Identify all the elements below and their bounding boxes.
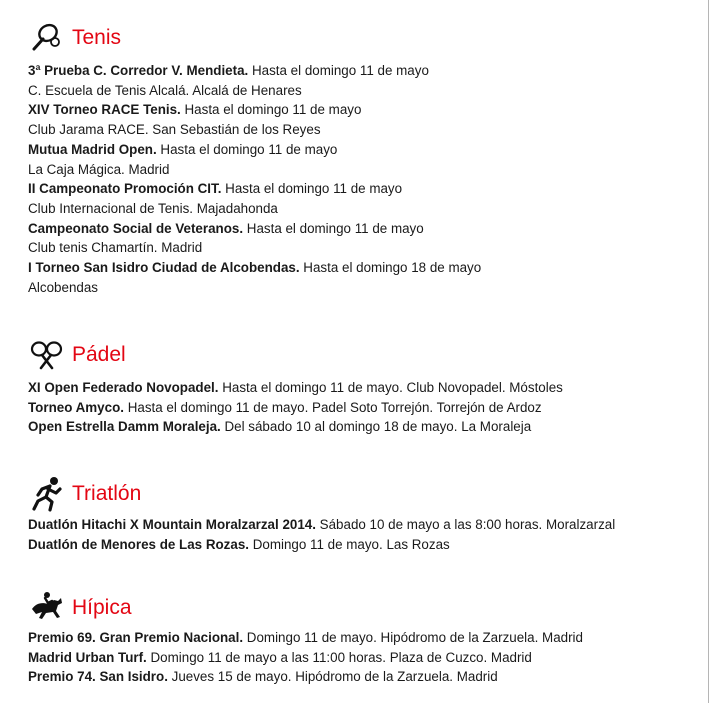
event-line <box>28 515 688 535</box>
event-name: II Campeonato Promoción CIT. <box>28 181 222 197</box>
event-name: Duatlón de Menores de Las Rozas. <box>28 536 249 552</box>
event-name: Premio 74. San Isidro. <box>28 669 168 685</box>
event-detail: Hasta el domingo 11 de mayo <box>180 102 362 118</box>
event-detail: Sábado 10 de mayo a las 8:00 horas. Moralzarzal <box>315 517 616 532</box>
event-detail: Hasta el domingo 11 de mayo. Club Novopadel. Móstoles <box>218 380 563 395</box>
page-right-border <box>708 0 709 703</box>
event-name: XI Open Federado Novopadel. <box>28 380 219 395</box>
event-detail: Hasta el domingo 11 de mayo. Padel Soto Torrejón. Torrejón de Ardoz <box>123 399 542 415</box>
section-tenis <box>28 18 688 297</box>
section-header <box>28 474 688 514</box>
event-line <box>28 179 688 199</box>
event-detail: Jueves 15 de mayo. Hipódromo de la Zarzuela. Madrid <box>167 669 498 685</box>
event-name: Torneo Amyco. <box>28 399 124 415</box>
event-name: Mutua Madrid Open. <box>28 141 157 157</box>
event-venue: Alcobendas <box>28 279 98 295</box>
event-name: Open Estrella Damm Moraleja. <box>28 419 221 435</box>
event-detail: Hasta el domingo 11 de mayo <box>248 63 429 78</box>
event-detail: Domingo 11 de mayo. Las Rozas <box>249 536 450 552</box>
section-header <box>28 588 688 628</box>
event-line <box>28 417 688 437</box>
section-title: Pádel <box>72 343 126 366</box>
section-triatlon <box>28 474 688 554</box>
event-line <box>28 219 688 239</box>
section-title: Tenis <box>72 26 122 49</box>
tennis-racket-icon <box>28 19 66 57</box>
event-line <box>28 628 688 648</box>
event-venue: La Caja Mágica. Madrid <box>28 161 170 177</box>
event-line <box>28 140 688 160</box>
event-line <box>28 398 688 418</box>
event-name: XIV Torneo RACE Tenis. <box>28 102 181 118</box>
event-line <box>28 535 688 555</box>
event-venue: Club Internacional de Tenis. Majadahonda <box>28 200 278 216</box>
event-venue: Club Jarama RACE. San Sebastián de los Reyes <box>28 122 321 138</box>
event-detail: Domingo 11 de mayo. Hipódromo de la Zarzuela. Madrid <box>243 630 583 645</box>
event-line <box>28 378 688 398</box>
event-detail: Hasta el domingo 18 de mayo <box>299 260 482 276</box>
event-name: 3ª Prueba C. Corredor V. Mendieta. <box>28 63 249 78</box>
event-detail: Hasta el domingo 11 de mayo <box>156 141 338 157</box>
padel-rackets-icon <box>28 336 66 374</box>
event-line <box>28 100 688 120</box>
event-name: Campeonato Social de Veteranos. <box>28 220 244 236</box>
section-hipica <box>28 588 688 687</box>
event-line <box>28 258 688 278</box>
event-name: Duatlón Hitachi X Mountain Moralzarzal 2014. <box>28 517 316 532</box>
event-detail: Del sábado 10 al domingo 18 de mayo. La Moraleja <box>220 419 532 435</box>
event-name: Madrid Urban Turf. <box>28 649 147 665</box>
section-padel <box>28 335 688 437</box>
event-detail: Domingo 11 de mayo a las 11:00 horas. Plaza de Cuzco. Madrid <box>146 649 532 665</box>
section-title: Hípica <box>72 596 132 619</box>
section-header <box>28 335 688 375</box>
horse-rider-icon <box>28 589 66 627</box>
runner-icon <box>28 475 66 513</box>
event-detail: Hasta el domingo 11 de mayo <box>243 220 424 236</box>
event-detail: Hasta el domingo 11 de mayo <box>221 181 403 197</box>
event-venue: Club tenis Chamartín. Madrid <box>28 240 203 256</box>
event-name: I Torneo San Isidro Ciudad de Alcobendas. <box>28 260 300 276</box>
event-line <box>28 648 688 668</box>
event-line <box>28 667 688 687</box>
event-line <box>28 61 688 81</box>
section-title: Triatlón <box>72 482 142 505</box>
section-header <box>28 18 688 58</box>
event-name: Premio 69. Gran Premio Nacional. <box>28 630 244 645</box>
event-venue: C. Escuela de Tenis Alcalá. Alcalá de Henares <box>28 82 302 98</box>
